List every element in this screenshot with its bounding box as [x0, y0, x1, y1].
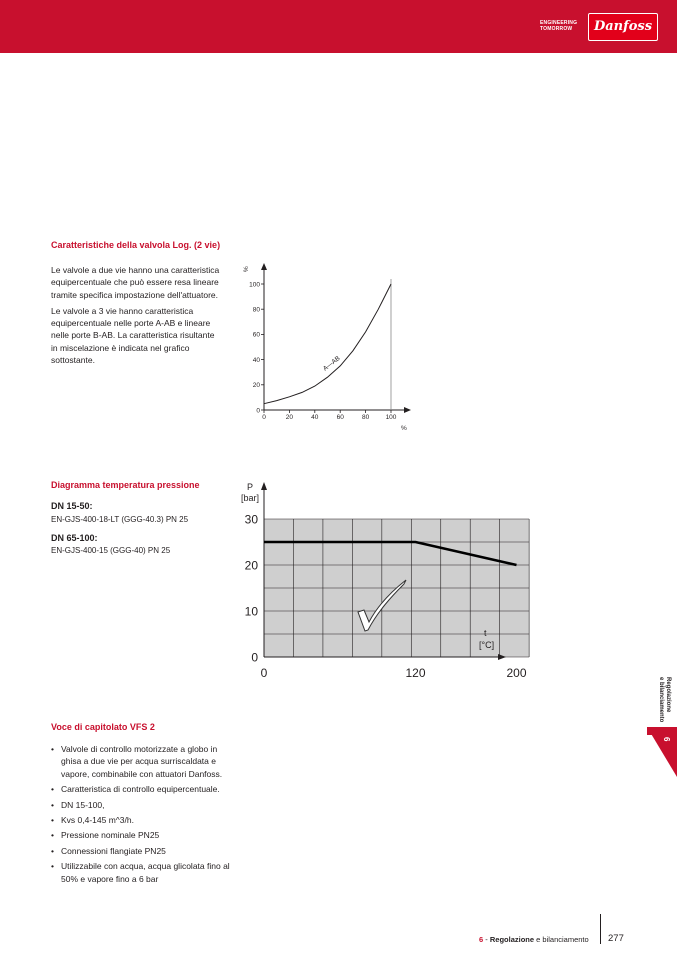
footer-section-bold: Regolazione — [489, 935, 535, 944]
y-tick-label: 0 — [251, 650, 258, 665]
x-tick-label: 0 — [260, 666, 268, 680]
y-tick-label: 10 — [244, 604, 258, 619]
chapter-label-line-2: e bilanciamento — [658, 677, 665, 723]
x-tick-label: 200 — [506, 666, 527, 680]
dn2-material: EN-GJS-400-15 (GGG-40) PN 25 — [51, 546, 171, 555]
footer-divider — [600, 914, 601, 944]
x-axis-symbol: t — [484, 628, 487, 638]
y-axis-unit: [bar] — [241, 493, 260, 503]
x-tick-label: 60 — [336, 414, 344, 421]
x-tick-label: 0 — [262, 414, 266, 421]
y-axis-symbol: P — [247, 482, 254, 492]
paragraph-2: Le valvole a 3 vie hanno caratteristica equipercentuale nelle porte A-AB e lineare nelle porte B-AB. La caratteristica risultante in miscelazione è indicata nel grafico sottostante. — [51, 305, 215, 366]
x-tick-label: 20 — [285, 414, 294, 421]
footer-separator: - — [485, 935, 488, 944]
y-tick-label: 20 — [252, 382, 260, 390]
chapter-tab-band — [647, 727, 677, 735]
dn2-label: DN 65-100: — [51, 533, 98, 543]
tagline-line-1: ENGINEERING — [540, 20, 578, 26]
section-title-log: Caratteristiche della valvola Log. (2 vie) — [51, 240, 221, 250]
section-title-spec: Voce di capitolato VFS 2 — [51, 722, 155, 732]
y-tick-label: 100 — [249, 281, 260, 289]
x-tick-label: 80 — [361, 414, 370, 421]
dn1-material: EN-GJS-400-18-LT (GGG-40.3) PN 25 — [51, 515, 189, 524]
x-tick-label: 120 — [405, 666, 426, 680]
y-axis-unit: % — [243, 266, 250, 272]
dn1-label: DN 15-50: — [51, 501, 93, 511]
section-title-pt: Diagramma temperatura pressione — [51, 480, 200, 490]
y-tick-label: 40 — [252, 356, 260, 364]
chapter-label-line-1: Regolazione — [665, 677, 671, 713]
y-axis-arrow — [261, 482, 267, 490]
footer-section-rest: e bilanciamento — [536, 935, 589, 944]
chapter-label — [653, 677, 675, 727]
y-tick-label: 0 — [256, 407, 260, 415]
y-tick-label: 20 — [244, 558, 258, 573]
chapter-number: 6 — [662, 737, 671, 742]
x-tick-label: 100 — [385, 414, 397, 421]
spec-item-6: • Connessioni flangiate PN25 — [51, 845, 231, 857]
series-label-a-ab: A—AB — [321, 354, 342, 373]
spec-item-5: • Pressione nominale PN25 — [51, 829, 231, 841]
spec-item-4: • Kvs 0,4-145 m^3/h. — [51, 814, 231, 826]
footer-section — [479, 935, 589, 944]
spec-item-7: • Utilizzabile con acqua, acqua glicolata fino al 50% e vapore fino a 6 bar — [51, 860, 231, 885]
x-axis-unit: % — [401, 425, 407, 432]
x-axis-unit: [°C] — [479, 640, 495, 650]
logo-text: Danfoss — [593, 19, 653, 34]
tagline-line-2: TOMORROW — [540, 25, 573, 32]
y-tick-label: 80 — [252, 306, 260, 314]
paragraph-1: Le valvole a due vie hanno una caratteristica equipercentuale che può essere resa lineare tramite specifica impostazione dell'attuatore. — [51, 265, 220, 300]
spec-item-3: • DN 15-100, — [51, 799, 231, 811]
spec-item-2: • Caratteristica di controllo equipercentuale. — [51, 783, 231, 795]
x-tick-label: 40 — [311, 414, 319, 421]
footer-section-number: 6 — [479, 935, 484, 944]
y-tick-label: 60 — [252, 331, 260, 339]
y-tick-label: 30 — [244, 512, 258, 527]
spec-item-1: • Valvole di controllo motorizzate a globo in ghisa a due vie per acqua surriscaldata e vapore, combinabile con attuatori Danfoss. — [51, 743, 231, 780]
page-number: 277 — [608, 933, 624, 944]
